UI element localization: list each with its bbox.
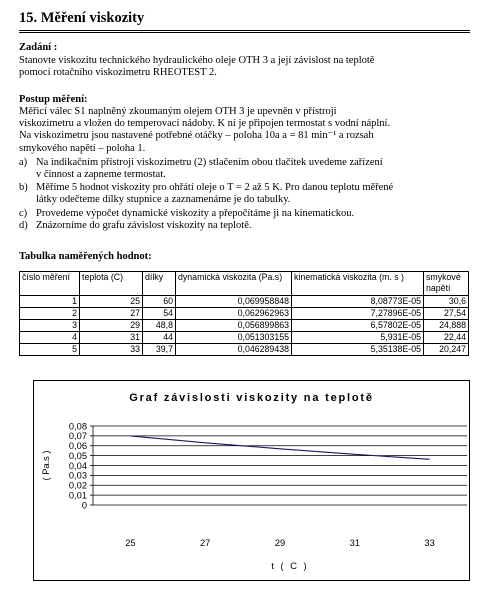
list-item-line: Měříme 5 hodnot viskozity pro ohřátí oleje o T = 2 až 5 K. Pro danou teplotu měřené: [36, 182, 394, 193]
table-cell: 33: [80, 344, 143, 356]
list-item-line: Znázorníme do grafu závislost viskozity na teplotě.: [36, 220, 252, 231]
table-cell: 2: [20, 308, 80, 320]
table-cell: 5: [20, 344, 80, 356]
table-cell: 60: [143, 296, 176, 308]
x-tick-label: 25: [125, 538, 136, 548]
y-tick-label: 0: [81, 500, 87, 511]
col-header: dílky: [143, 272, 176, 296]
table-cell: 30,6: [424, 296, 469, 308]
title-rule-lower: [19, 32, 470, 33]
col-header: smykové napětí: [424, 272, 469, 296]
table-row: [20, 320, 469, 332]
table-label: Tabulka naměřených hodnot:: [19, 251, 152, 262]
table-cell: 6,57802E-05: [292, 320, 424, 332]
chart-title: Graf závislosti viskozity na teplotě: [129, 392, 374, 404]
zadani-text: [19, 55, 444, 79]
table-cell: 25: [80, 296, 143, 308]
list-marker: a): [19, 157, 28, 168]
table-header-row: [20, 272, 469, 296]
table-cell: 27: [80, 308, 143, 320]
list-item-line: látky odečteme dílky stupnice a zaznamenáme je do tabulky.: [36, 193, 291, 205]
y-tick-label: 0,06: [68, 441, 87, 452]
table-cell: 48,8: [143, 320, 176, 332]
postup-line: Měřicí válec S1 naplněný zkoumaným olejem OTH 3 je upevněn v přístroji: [19, 106, 337, 117]
col-header: kinematická viskozita (m. s ): [292, 272, 424, 296]
list-item-line: Provedeme výpočet dynamické viskozity a přepočítáme ji na kinematickou.: [36, 208, 355, 219]
table-row: [20, 296, 469, 308]
table-cell: 44: [143, 332, 176, 344]
col-header: dynamická viskozita (Pa.s): [176, 272, 292, 296]
col-header: číslo měření: [20, 272, 80, 296]
postup-line: Na viskozimetru jsou nastavené potřebné otáčky – poloha 10a a = 81 min⁻¹ a rozsah: [19, 130, 374, 142]
table-cell: 3: [20, 320, 80, 332]
y-tick-label: 0,08: [68, 421, 87, 432]
x-tick-label: 29: [274, 538, 286, 548]
table-cell: 0,051303155: [176, 332, 292, 344]
table-cell: 22,44: [424, 332, 469, 344]
table-cell: 0,069958848: [176, 296, 292, 308]
y-tick-label: 0,02: [68, 480, 87, 491]
table-cell: 24,888: [424, 320, 469, 332]
table-row: [20, 308, 469, 320]
table-row: [20, 332, 469, 344]
table-cell: 0,062962963: [176, 308, 292, 320]
x-tick-label: 33: [424, 538, 435, 548]
table-cell: 5,35138E-05: [292, 344, 424, 356]
table-cell: 4: [20, 332, 80, 344]
x-tick-label: 31: [349, 538, 360, 548]
y-tick-label: 0,03: [68, 470, 87, 481]
table-cell: 1: [20, 296, 80, 308]
viscosity-chart: [33, 380, 470, 581]
y-tick-label: 0,01: [68, 490, 87, 501]
y-tick-label: 0,07: [68, 431, 87, 442]
table-cell: 39,7: [143, 344, 176, 356]
x-axis-label: t ( C ): [271, 561, 309, 571]
y-tick-label: 0,05: [68, 450, 87, 461]
measurement-table: [19, 271, 469, 356]
list-item-line: Na indikačním přístroji viskozimetru (2) stlačením obou tlačítek uvedeme zařízení: [36, 157, 383, 168]
zadani-heading: Zadání :: [19, 42, 58, 53]
page-title: 15. Měření viskozity: [19, 10, 145, 26]
postup-line: viskozimetru a vložen do temperovací nádoby. K ní je připojen termostat s vodní náplní.: [19, 118, 391, 130]
table-cell: 54: [143, 308, 176, 320]
table-cell: 0,056899863: [176, 320, 292, 332]
table-cell: 7,27896E-05: [292, 308, 424, 320]
list-marker: b): [19, 182, 28, 193]
table-cell: 0,046289438: [176, 344, 292, 356]
zadani-line: Stanovte viskozitu technického hydraulického oleje OTH 3 a její závislost na teplotě: [19, 55, 375, 66]
postup-line: smykového napětí – poloha 1.: [19, 142, 146, 154]
x-tick-label: 27: [200, 538, 211, 548]
list-item-line: v činnost a zapneme termostat.: [36, 168, 166, 180]
table-row: [20, 344, 469, 356]
list-marker: d): [19, 220, 28, 231]
table-cell: 5,931E-05: [292, 332, 424, 344]
postup-text: [19, 106, 444, 155]
table-cell: 31: [80, 332, 143, 344]
postup-heading: Postup měření:: [19, 94, 88, 105]
table-cell: 8,08773E-05: [292, 296, 424, 308]
col-header: teplota (C): [80, 272, 143, 296]
y-axis-label: ( Pa.s ): [41, 450, 51, 481]
y-tick-label: 0,04: [68, 460, 87, 471]
title-rule: [19, 30, 470, 31]
table-cell: 27,54: [424, 308, 469, 320]
chart-plot: [34, 381, 469, 580]
table-cell: 20,247: [424, 344, 469, 356]
list-marker: c): [19, 208, 28, 219]
zadani-line: pomocí rotačního viskozimetru RHEOTEST 2.: [19, 67, 217, 79]
table-cell: 29: [80, 320, 143, 332]
